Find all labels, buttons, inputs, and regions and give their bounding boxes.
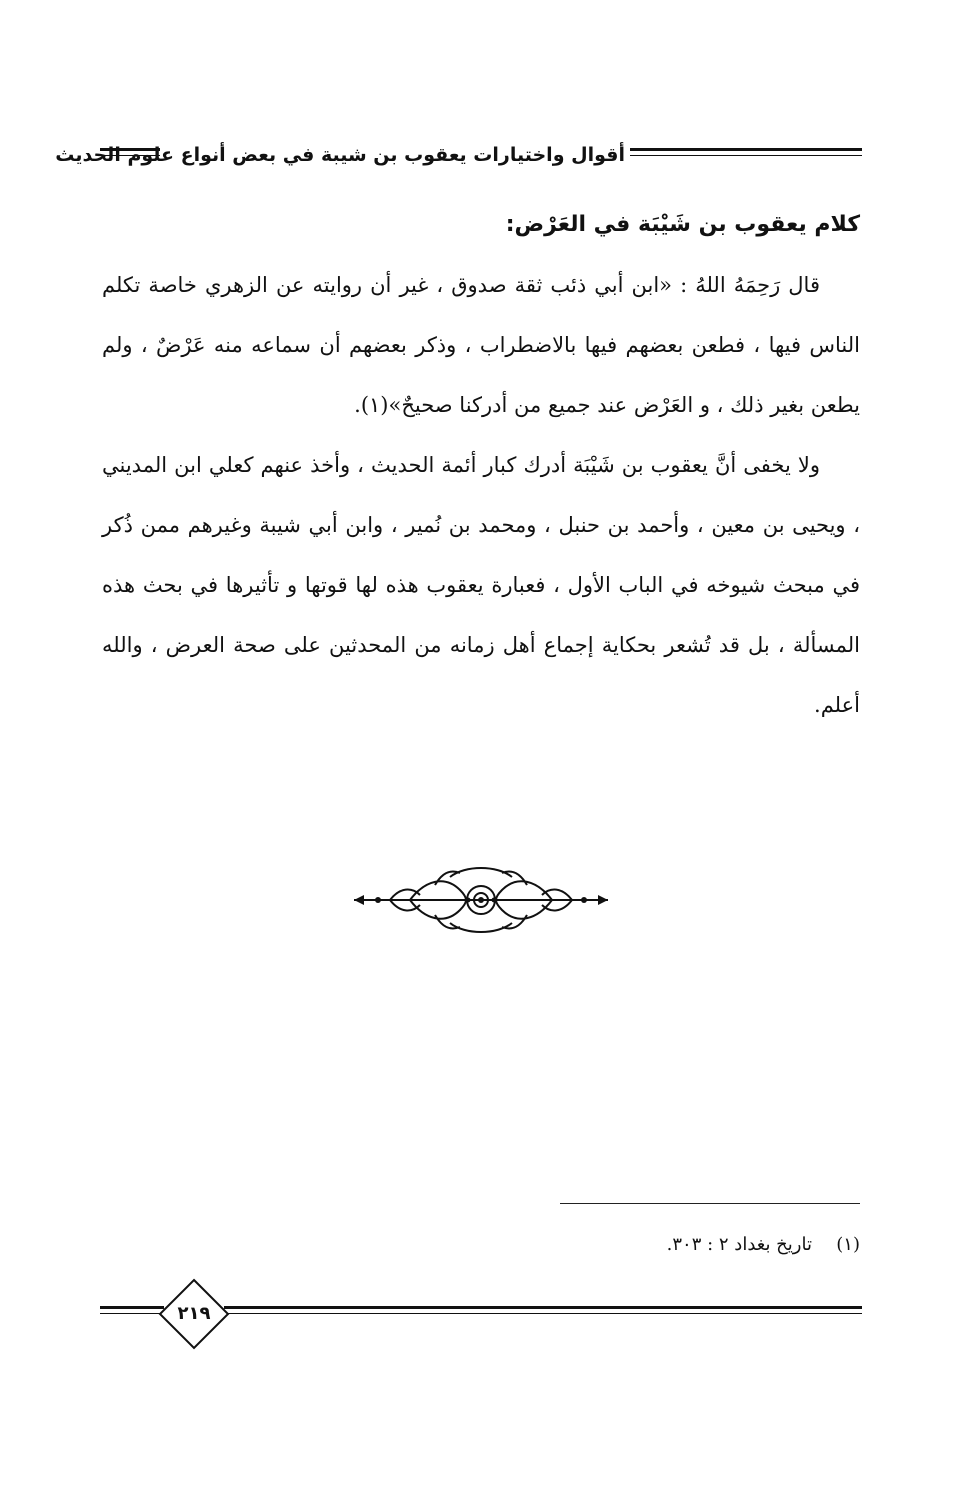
footer-rule-right (224, 1306, 862, 1309)
arabesque-divider-icon (350, 855, 612, 945)
section-title: كلام يعقوب بن شَيْبَة في العَرْض: (505, 212, 860, 237)
header-rule-right-thin (630, 155, 862, 156)
footnote-separator (560, 1203, 860, 1204)
page-number: ٢١٩ (177, 1303, 211, 1324)
running-header: أقوال واختيارات يعقوب بن شيبة في بعض أنواع علوم الحديث (55, 144, 625, 166)
footnote-text: تاريخ بغداد ٢ : ٣٠٣. (666, 1234, 812, 1255)
footer-rule-left-thin (100, 1313, 164, 1314)
paragraph-commentary: ولا يخفى أنَّ يعقوب بن شَيْبَة أدرك كبار أئمة الحديث ، وأخذ عنهم كعلي ابن المديني ، ويحيى بن معين ، وأحمد بن حنبل ، ومحمد بن نُمير ، وابن أبي شيبة وغيرهم ممن ذُكر في مبحث شيوخه في الباب الأول ، فعبارة يعقوب هذه لها قوتها و تأثيرها في بحث هذه المسألة ، بل قد تُشعر بحكاية إجماع أهل زمانه من المحدثين على صحة العرض ، والله أعلم. (102, 453, 860, 717)
footnote (460, 1230, 860, 1260)
header-rule-right (630, 148, 862, 151)
footer-rule-left (100, 1306, 164, 1309)
paragraph-quote: قال رَحِمَهُ اللهُ : «ابن أبي ذئب ثقة صدوق ، غير أن روايته عن الزهري خاصة تكلم الناس فيها ، فطعن بعضهم فيها بالاضطراب ، وذكر بعضهم أن سماعه منه عَرْضٌ ، ولم يطعن بغير ذلك ، و العَرْض عند جميع من أدركنا صحيحٌ»(١). (102, 273, 860, 417)
footer-rule-right-thin (224, 1313, 862, 1314)
footnote-number: (١) (836, 1234, 860, 1255)
